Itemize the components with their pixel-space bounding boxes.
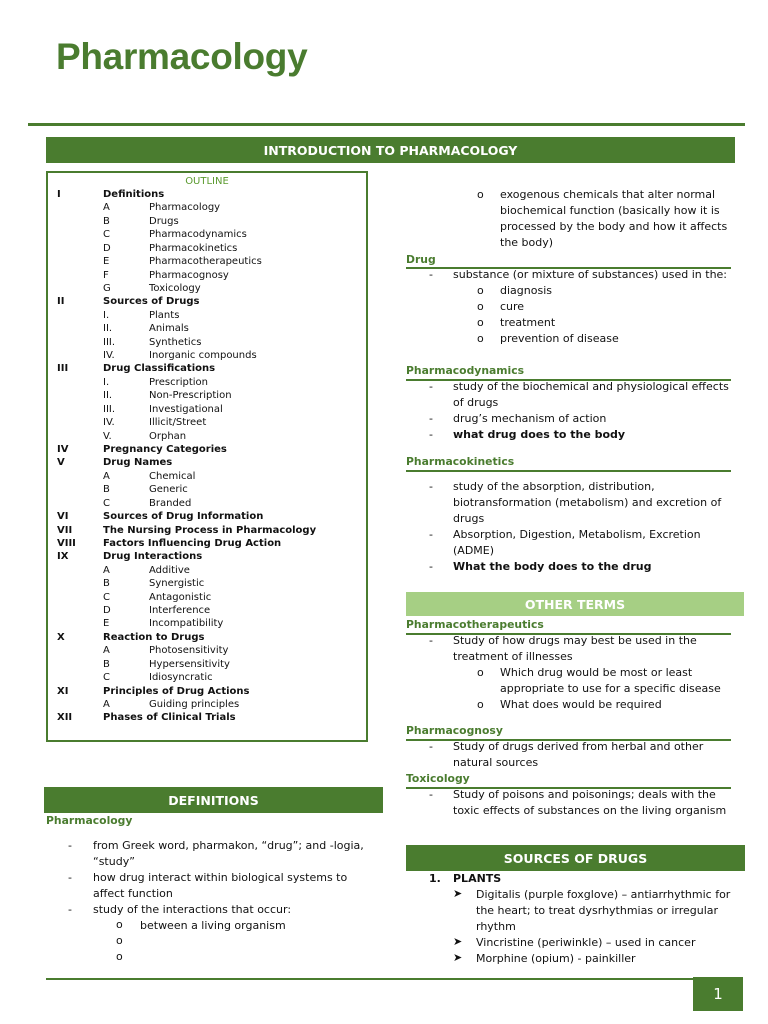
outline-sub-letter: A bbox=[103, 698, 110, 710]
outline-sub-item: Drugs bbox=[149, 215, 179, 227]
outline-sub-letter: C bbox=[103, 229, 110, 241]
outline-sub-item: Pharmacokinetics bbox=[149, 242, 238, 254]
dash-marker: - bbox=[429, 788, 433, 801]
pharmacology-heading: Pharmacology bbox=[46, 814, 133, 827]
outline-sub-letter: V. bbox=[103, 430, 112, 442]
plants-line: Vincristine (periwinkle) – used in cancer bbox=[476, 936, 696, 949]
outline-section-title: Drug Interactions bbox=[103, 551, 203, 563]
dash-marker: - bbox=[429, 634, 433, 647]
outline-section-number: IX bbox=[57, 551, 69, 563]
dash-marker: - bbox=[429, 268, 433, 281]
outline-section-title: Sources of Drugs bbox=[103, 296, 200, 308]
tox-line: Study of poisons and poisonings; deals with the bbox=[453, 788, 716, 801]
outline-sub-item: Photosensitivity bbox=[149, 645, 229, 657]
pk-line: biotransformation (metabolism) and excretion of bbox=[453, 496, 722, 509]
arrow-bullet-icon: ➤ bbox=[453, 951, 463, 964]
outline-sub-letter: D bbox=[103, 242, 111, 254]
pg-line: Study of drugs derived from herbal and other bbox=[453, 740, 704, 753]
pt-line: Study of how drugs may best be used in the bbox=[453, 634, 697, 647]
pharm-item-line: how drug interact within biological systems to bbox=[93, 871, 348, 884]
plants-line: Digitalis (purple foxglove) – antiarrhythmic for bbox=[476, 888, 731, 901]
outline-section-number: I bbox=[57, 189, 61, 200]
outline-sub-item: Generic bbox=[149, 484, 188, 496]
outline-section-number: V bbox=[57, 457, 65, 469]
outline-sub-letter: IV. bbox=[103, 417, 115, 429]
outline-sub-item: Orphan bbox=[149, 430, 187, 442]
outline-sub-item: Synergistic bbox=[149, 578, 205, 590]
outline-sub-item: Guiding principles bbox=[149, 698, 240, 710]
circle-bullet: o bbox=[477, 284, 484, 297]
circle-bullet: o bbox=[116, 950, 123, 963]
outline-sub-item: Non-Prescription bbox=[149, 390, 232, 402]
dash-marker: - bbox=[429, 560, 433, 573]
pharmacodynamics-heading: Pharmacodynamics bbox=[406, 364, 525, 377]
dash-marker: - bbox=[68, 903, 72, 916]
sources-banner: SOURCES OF DRUGS bbox=[406, 845, 745, 871]
pharmacokinetics-heading: Pharmacokinetics bbox=[406, 455, 515, 468]
circle-bullet: o bbox=[477, 698, 484, 711]
pk-line: study of the absorption, distribution, bbox=[453, 480, 655, 493]
drug-sub-item: cure bbox=[500, 300, 525, 313]
outline-sub-letter: III. bbox=[103, 336, 116, 348]
outline-sub-item: Investigational bbox=[149, 403, 223, 415]
outline-sub-letter: II. bbox=[103, 323, 113, 335]
outline-section-number: X bbox=[57, 631, 65, 643]
outline-sub-letter: III. bbox=[103, 403, 116, 415]
pharm-item-line: “study” bbox=[93, 855, 135, 868]
outline-sub-item: Incompatibility bbox=[149, 618, 224, 630]
pd-line: of drugs bbox=[453, 396, 499, 409]
outline-sub-item: Animals bbox=[149, 323, 189, 335]
outline-sub-item: Additive bbox=[149, 564, 190, 576]
outline-sub-item: Plants bbox=[149, 309, 180, 321]
outline-section-title: Sources of Drug Information bbox=[103, 511, 264, 523]
dash-marker: - bbox=[429, 480, 433, 493]
outline-sub-letter: I. bbox=[103, 309, 110, 321]
outline-section-number: XII bbox=[57, 712, 73, 724]
pd-line: what drug does to the body bbox=[453, 428, 626, 441]
pharmacotherapeutics-heading: Pharmacotherapeutics bbox=[406, 618, 544, 631]
circle-bullet: o bbox=[477, 300, 484, 313]
pk-line: What the body does to the drug bbox=[453, 560, 652, 573]
outline-sub-item: Pharmacotherapeutics bbox=[149, 256, 262, 268]
outline-heading: OUTLINE bbox=[185, 176, 229, 187]
outline-section-number: III bbox=[57, 363, 69, 375]
outline-sub-letter: I. bbox=[103, 376, 110, 388]
drug-item: substance (or mixture of substances) used in the: bbox=[453, 268, 728, 281]
plants-number: 1. bbox=[429, 872, 441, 885]
outline-sub-letter: II. bbox=[103, 390, 113, 402]
pt-sub-line: What does would be required bbox=[500, 698, 662, 711]
outline-section-title: Phases of Clinical Trials bbox=[103, 712, 236, 724]
outline-section-title: Definitions bbox=[103, 189, 165, 200]
arrow-bullet-icon: ➤ bbox=[453, 935, 463, 948]
outline-sub-letter: C bbox=[103, 672, 110, 684]
pd-line: drug’s mechanism of action bbox=[453, 412, 607, 425]
plants-heading: PLANTS bbox=[453, 872, 502, 885]
pharm-sub-item: between a living organism bbox=[140, 919, 286, 932]
outline-sub-letter: C bbox=[103, 497, 110, 509]
other-terms-banner: OTHER TERMS bbox=[406, 592, 744, 616]
pharm-item-line: from Greek word, pharmakon, “drug”; and -logia, bbox=[93, 839, 364, 852]
toxicology-heading: Toxicology bbox=[406, 772, 470, 785]
outline-section-title: The Nursing Process in Pharmacology bbox=[103, 524, 317, 536]
pt-sub-line: appropriate to use for a specific disease bbox=[500, 682, 721, 695]
outline-sub-letter: B bbox=[103, 658, 110, 670]
outline-section-number: II bbox=[57, 296, 65, 308]
drug-heading: Drug bbox=[406, 253, 436, 266]
outline-section-title: Pregnancy Categories bbox=[103, 443, 227, 455]
outline-sub-letter: E bbox=[103, 618, 110, 630]
pk-line: drugs bbox=[453, 512, 485, 525]
outline-sub-letter: B bbox=[103, 484, 110, 496]
circle-bullet: o bbox=[477, 332, 484, 345]
outline-sub-item: Idiosyncratic bbox=[149, 672, 213, 684]
header-rule bbox=[28, 123, 745, 126]
outline-section-title: Reaction to Drugs bbox=[103, 631, 205, 643]
pharmacognosy-heading: Pharmacognosy bbox=[406, 724, 503, 737]
pharm-item-line: study of the interactions that occur: bbox=[93, 903, 292, 916]
outline-section-title: Drug Classifications bbox=[103, 363, 216, 375]
outline-sub-item: Chemical bbox=[149, 470, 196, 482]
dash-marker: - bbox=[429, 380, 433, 393]
pharmacokinetics-underline bbox=[406, 470, 731, 472]
drug-sub-item: treatment bbox=[500, 316, 556, 329]
drug-sub-item: diagnosis bbox=[500, 284, 552, 297]
plants-line: rhythm bbox=[476, 920, 516, 933]
exo-line: processed by the body and how it affects bbox=[500, 220, 728, 233]
outline-sub-item: Pharmacodynamics bbox=[149, 229, 247, 241]
outline-sub-letter: D bbox=[103, 605, 111, 617]
outline-sub-item: Illicit/Street bbox=[149, 417, 207, 429]
pk-line: Absorption, Digestion, Metabolism, Excretion bbox=[453, 528, 701, 541]
plants-line: the heart; to treat dysrhythmias or irregular bbox=[476, 904, 719, 917]
outline-sub-item: Prescription bbox=[149, 376, 208, 388]
dash-marker: - bbox=[429, 428, 433, 441]
pk-line: (ADME) bbox=[453, 544, 495, 557]
intro-banner: INTRODUCTION TO PHARMACOLOGY bbox=[46, 137, 735, 163]
outline-section-title: Drug Names bbox=[103, 457, 173, 469]
outline-section-title: Principles of Drug Actions bbox=[103, 685, 250, 697]
outline-sub-letter: A bbox=[103, 564, 110, 576]
outline-sub-letter: C bbox=[103, 591, 110, 603]
outline-section-title: Factors Influencing Drug Action bbox=[103, 537, 282, 549]
pt-sub-line: Which drug would be most or least bbox=[500, 666, 693, 679]
circle-bullet: o bbox=[477, 666, 484, 679]
outline-sub-item: Pharmacognosy bbox=[149, 269, 229, 281]
footer-rule bbox=[46, 978, 696, 980]
pg-line: natural sources bbox=[453, 756, 539, 769]
definitions-banner: DEFINITIONS bbox=[44, 787, 383, 813]
exo-line: the body) bbox=[500, 236, 554, 249]
dash-marker: - bbox=[68, 839, 72, 852]
outline-sub-letter: B bbox=[103, 578, 110, 590]
outline-sub-letter: B bbox=[103, 215, 110, 227]
circle-bullet: o bbox=[116, 934, 123, 947]
page-number: 1 bbox=[693, 977, 743, 1011]
outline-sub-letter: G bbox=[103, 282, 111, 294]
dash-marker: - bbox=[429, 740, 433, 753]
circle-bullet: o bbox=[477, 316, 484, 329]
page-title: Pharmacology bbox=[56, 36, 308, 77]
outline-section-number: VIII bbox=[57, 537, 76, 549]
outline-section-number: VI bbox=[57, 511, 69, 523]
outline-sub-item: Synthetics bbox=[149, 336, 202, 348]
drug-sub-item: prevention of disease bbox=[500, 332, 619, 345]
dash-marker: - bbox=[429, 528, 433, 541]
circle-bullet: o bbox=[116, 918, 123, 931]
outline-sub-letter: IV. bbox=[103, 350, 115, 362]
pd-line: study of the biochemical and physiological effects bbox=[453, 380, 729, 393]
outline-sub-letter: E bbox=[103, 256, 110, 268]
outline-sub-item: Toxicology bbox=[149, 282, 201, 294]
pt-line: treatment of illnesses bbox=[453, 650, 573, 663]
outline-sub-item: Interference bbox=[149, 605, 211, 617]
outline-sub-item: Pharmacology bbox=[149, 202, 221, 214]
circle-bullet: o bbox=[477, 188, 484, 201]
arrow-bullet-icon: ➤ bbox=[453, 887, 463, 900]
outline-sub-letter: A bbox=[103, 645, 110, 657]
outline-section-number: XI bbox=[57, 685, 69, 697]
outline-sub-letter: A bbox=[103, 470, 110, 482]
outline-sub-letter: F bbox=[103, 269, 109, 281]
outline-sub-item: Inorganic compounds bbox=[149, 350, 257, 362]
dash-marker: - bbox=[68, 871, 72, 884]
plants-line: Morphine (opium) - painkiller bbox=[476, 952, 636, 965]
outline-section-number: IV bbox=[57, 443, 69, 455]
dash-marker: - bbox=[429, 412, 433, 425]
outline-sub-letter: A bbox=[103, 202, 110, 214]
outline-sub-item: Hypersensitivity bbox=[149, 658, 230, 670]
tox-line: toxic effects of substances on the living organism bbox=[453, 804, 727, 817]
exo-line: exogenous chemicals that alter normal bbox=[500, 188, 716, 201]
outline-sub-item: Branded bbox=[149, 497, 192, 509]
pharm-item-line: affect function bbox=[93, 887, 173, 900]
exo-line: biochemical function (basically how it is bbox=[500, 204, 720, 217]
outline-section-number: VII bbox=[57, 524, 73, 536]
outline-sub-item: Antagonistic bbox=[149, 591, 212, 603]
